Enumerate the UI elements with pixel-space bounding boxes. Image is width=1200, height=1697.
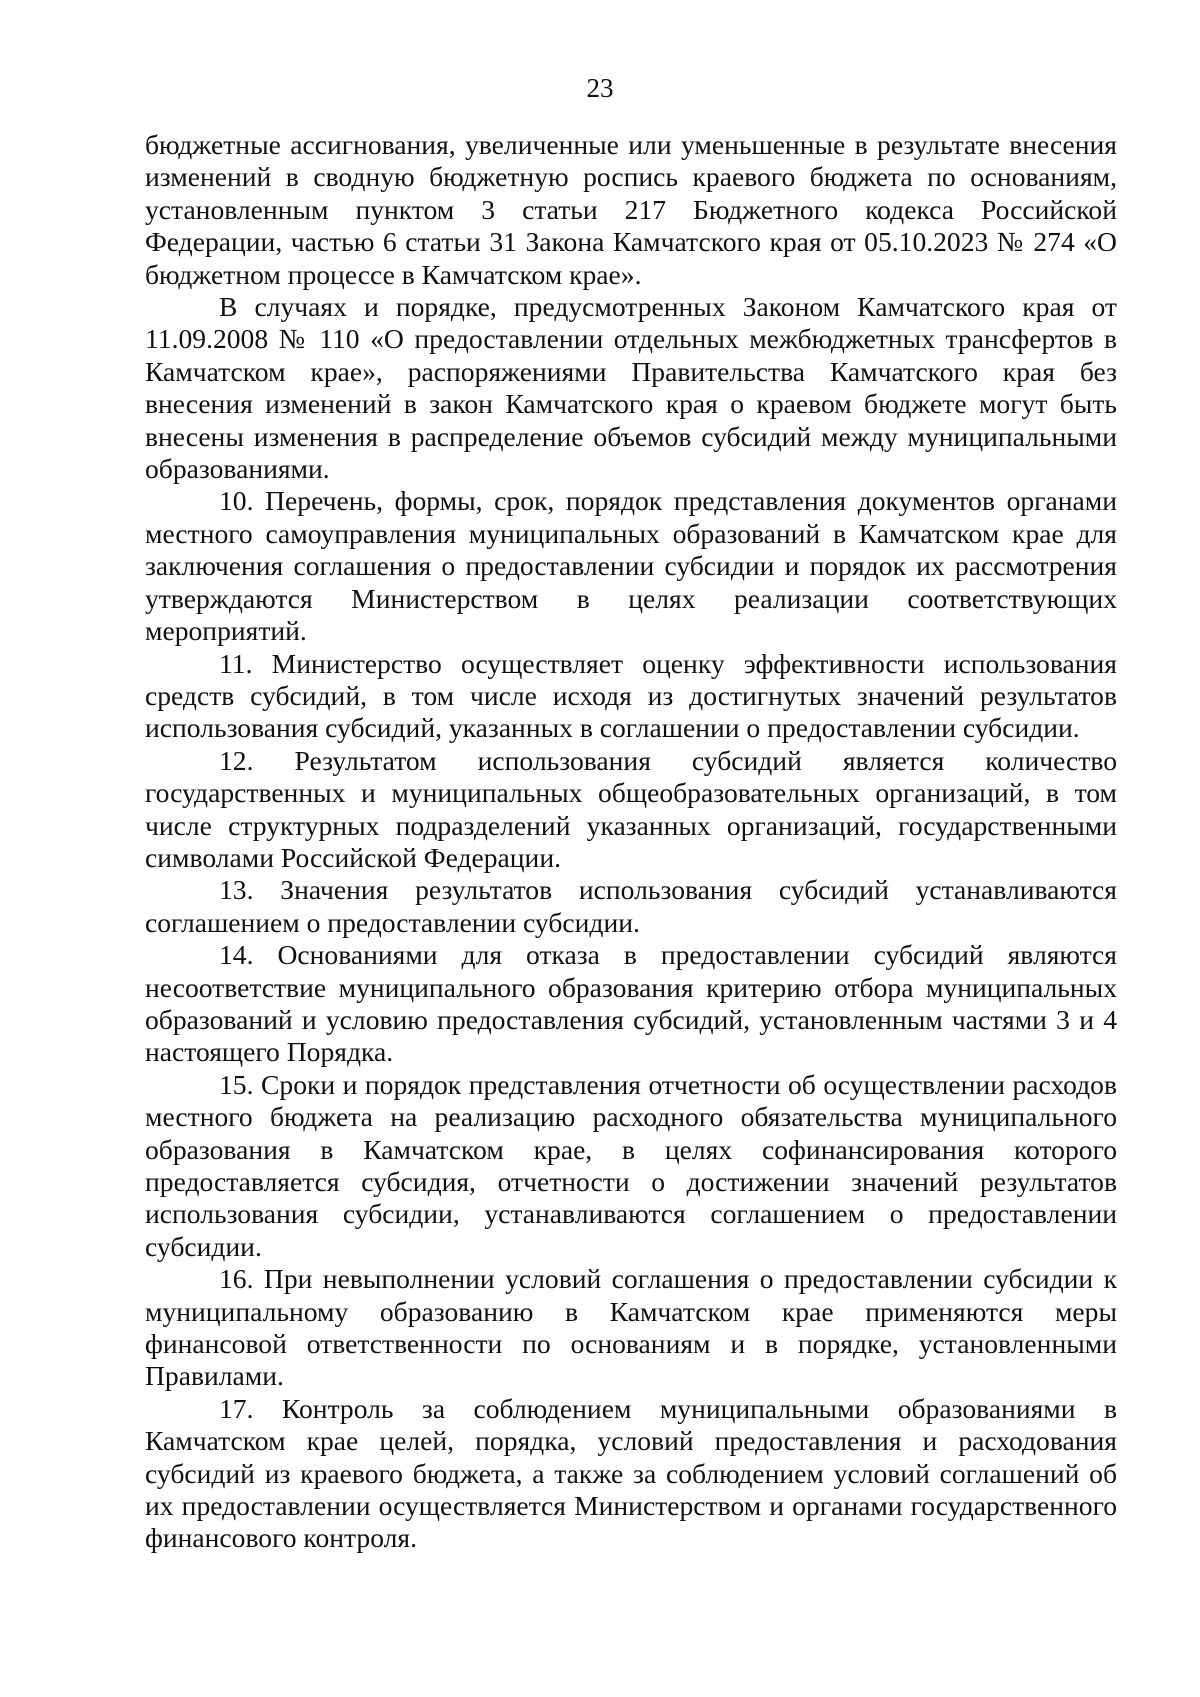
- paragraph-item-16: 16. При невыполнении условий соглашения о предоставлении субсидии к муниципальному образованию в Камчатском крае применяются меры финансовой ответственности по основаниям и в порядке, установленными Правилами.: [145, 1263, 1117, 1392]
- page-number: 23: [586, 73, 614, 103]
- paragraph-continuation: бюджетные ассигнования, увеличенные или уменьшенные в результате внесения изменений в сводную бюджетную роспись краевого бюджета по основаниям, установленным пунктом 3 статьи 217 Бюджетного кодекса Российской Федерации, частью 6 статьи 31 Закона Камчатского края от 05.10.2023 № 274 «О бюджетном процессе в Камчатском крае».: [145, 129, 1117, 290]
- paragraph-item-17: 17. Контроль за соблюдением муниципальными образованиями в Камчатском крае целей, порядка, условий предоставления и расходования субсидий из краевого бюджета, а также за соблюдением условий соглашений об их предоставлении осуществляется Министерством и органами государственного финансового контроля.: [145, 1392, 1117, 1554]
- paragraph-item-13: 13. Значения результатов использования субсидий устанавливаются соглашением о предоставлении субсидии.: [145, 874, 1117, 938]
- paragraph-item-12: 12. Результатом использования субсидий является количество государственных и муниципальных общеобразовательных организаций, в том числе структурных подразделений указанных организаций, государственными символами Российской Федерации.: [145, 744, 1117, 873]
- paragraph-item-14: 14. Основаниями для отказа в предоставлении субсидий являются несоответствие муниципального образования критерию отбора муниципальных образований и условию предоставления субсидий, установленным частями 3 и 4 настоящего Порядка.: [145, 939, 1117, 1068]
- paragraph-item-15: 15. Сроки и порядок представления отчетности об осуществлении расходов местного бюджета на реализацию расходного обязательства муниципального образования в Камчатском крае, в целях софинансирования которого предоставляется субсидия, отчетности о достижении значений результатов использования субсидии, устанавливаются соглашением о предоставлении субсидии.: [145, 1068, 1117, 1262]
- paragraph-item-11: 11. Министерство осуществляет оценку эффективности использования средств субсидий, в том числе исходя из достигнутых значений результатов использования субсидий, указанных в соглашении о предоставлении субсидии.: [145, 647, 1117, 744]
- paragraph-subsidy-redistribution: В случаях и порядке, предусмотренных Законом Камчатского края от 11.09.2008 № 110 «О предоставлении отдельных межбюджетных трансфертов в Камчатском крае», распоряжениями Правительства Камчатского края без внесения изменений в закон Камчатского края о краевом бюджете могут быть внесены изменения в распределение объемов субсидий между муниципальными образованиями.: [145, 291, 1117, 485]
- document-body: [145, 129, 1117, 1555]
- paragraph-item-10: 10. Перечень, формы, срок, порядок представления документов органами местного самоуправления муниципальных образований в Камчатском крае для заключения соглашения о предоставлении субсидии и порядок их рассмотрения утверждаются Министерством в целях реализации соответствующих мероприятий.: [145, 485, 1117, 647]
